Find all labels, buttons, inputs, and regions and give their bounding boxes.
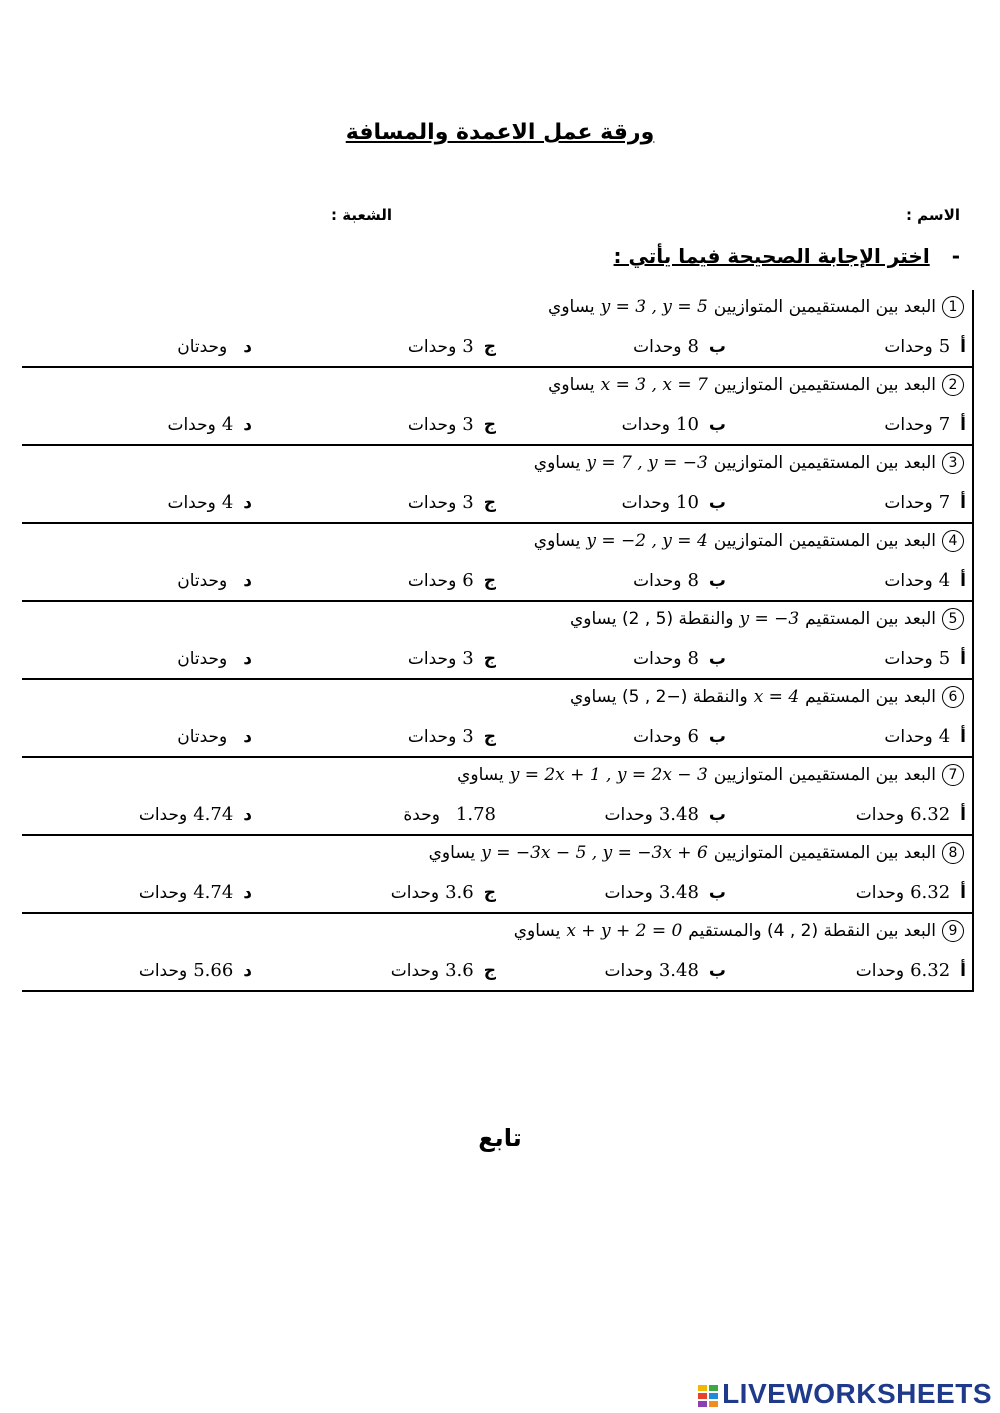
option-unit: وحدات (855, 883, 905, 903)
option-value: 4.74 (193, 804, 234, 825)
question-prefix: البعد بين المستقيمين المتوازيين (713, 375, 936, 395)
questions-table (22, 290, 974, 992)
worksheet-title: ورقة عمل الاعمدة والمسافة (345, 120, 655, 145)
question-number: 3 (942, 452, 964, 474)
option-unit: وحدتان (177, 571, 228, 591)
option-unit: وحدات (407, 415, 457, 435)
answer-option[interactable] (856, 882, 966, 903)
option-value: 3 (462, 726, 474, 747)
question-prefix: البعد بين المستقيمين المتوازيين (713, 297, 936, 317)
option-unit: وحدات (407, 727, 457, 747)
question-suffix: والنقطة (−2 , 5) يساوي (569, 687, 748, 707)
answer-option[interactable] (408, 414, 496, 435)
question-math: y = 7 , y = −3 (586, 453, 708, 473)
options-row (22, 882, 974, 912)
question-math: y = −3 (739, 609, 800, 629)
option-value: 7 (938, 414, 951, 435)
continue-label: تابع (478, 1124, 522, 1152)
option-unit: وحدات (621, 493, 670, 513)
question-row (22, 680, 974, 758)
answer-option[interactable] (177, 570, 252, 591)
option-unit: وحدات (855, 961, 905, 981)
answer-option[interactable] (856, 960, 966, 981)
answer-option[interactable] (604, 960, 726, 981)
option-value: 3.6 (445, 882, 474, 903)
option-unit: وحدات (884, 415, 933, 435)
option-value: 4 (938, 726, 951, 747)
option-letter: ب (708, 649, 726, 669)
answer-option[interactable] (633, 336, 726, 357)
option-letter: ج (483, 727, 496, 747)
answer-option[interactable] (139, 804, 252, 825)
brand-icon (698, 1385, 718, 1407)
option-value: 5.66 (193, 960, 234, 981)
option-letter: ج (483, 883, 496, 903)
question-math: y = 2x + 1 , y = 2x − 3 (509, 765, 708, 785)
question-text (514, 920, 964, 942)
option-value: 3 (462, 648, 474, 669)
answer-option[interactable] (856, 804, 966, 825)
option-value: 3.6 (445, 960, 474, 981)
answer-option[interactable] (884, 726, 966, 747)
answer-option[interactable] (139, 882, 252, 903)
liveworksheets-logo: LIVEWORKSHEETS (698, 1378, 992, 1410)
question-text (457, 764, 964, 786)
question-text (548, 296, 964, 318)
option-value: 4 (221, 492, 234, 513)
question-suffix: يساوي (548, 375, 595, 395)
option-unit: وحدات (138, 961, 188, 981)
question-math: x + y + 2 = 0 (566, 921, 683, 941)
question-row (22, 368, 974, 446)
options-row (22, 804, 974, 834)
question-math: x = 3 , x = 7 (600, 375, 708, 395)
question-math: x = 4 (753, 687, 800, 707)
option-letter: ب (708, 337, 726, 357)
question-number: 5 (942, 608, 964, 630)
option-letter: ب (708, 415, 726, 435)
option-value: 8 (687, 648, 699, 669)
option-letter: ب (708, 805, 726, 825)
question-row (22, 758, 974, 836)
question-math: y = −2 , y = 4 (586, 531, 708, 551)
question-prefix: البعد بين المستقيمين المتوازيين (713, 531, 936, 551)
question-text (534, 530, 964, 552)
option-letter: د (243, 493, 252, 513)
option-unit: وحدات (407, 571, 457, 591)
option-letter: أ (960, 805, 966, 825)
answer-option[interactable] (884, 414, 966, 435)
option-unit: وحدتان (177, 727, 228, 747)
option-value: 4 (221, 414, 234, 435)
option-letter: ج (483, 415, 496, 435)
option-unit: وحدات (167, 493, 216, 513)
option-letter: أ (960, 415, 966, 435)
question-suffix: يساوي (533, 453, 581, 473)
answer-option[interactable] (177, 336, 252, 357)
option-unit: وحدات (138, 883, 188, 903)
option-value: 8 (687, 336, 699, 357)
options-row (22, 570, 974, 600)
option-letter: أ (960, 649, 966, 669)
answer-option[interactable] (391, 960, 496, 981)
option-unit: وحدات (884, 493, 933, 513)
option-letter: أ (960, 571, 966, 591)
option-letter: أ (960, 493, 966, 513)
question-number: 2 (942, 374, 964, 396)
question-prefix: البعد بين النقطة (2 , 4) والمستقيم (688, 921, 936, 941)
option-value: 6 (687, 726, 699, 747)
question-prefix: البعد بين المستقيمين المتوازيين (713, 843, 936, 863)
option-value: 8 (687, 570, 699, 591)
answer-option[interactable] (604, 804, 726, 825)
answer-option[interactable] (167, 492, 252, 513)
question-text (570, 686, 964, 708)
option-value: 3.48 (658, 882, 699, 903)
question-suffix: يساوي (513, 921, 561, 941)
answer-option[interactable] (633, 648, 726, 669)
option-value: 6.32 (910, 960, 951, 981)
option-unit: وحدات (167, 415, 216, 435)
option-unit: وحدات (633, 337, 682, 357)
option-unit: وحدات (604, 961, 653, 981)
option-letter: ب (708, 883, 726, 903)
option-letter: د (243, 649, 252, 669)
option-value: 4 (938, 570, 951, 591)
question-math: y = −3x − 5 , y = −3x + 6 (481, 843, 708, 863)
question-prefix: البعد بين المستقيم (805, 687, 936, 707)
answer-option[interactable] (604, 882, 726, 903)
option-value: 3 (462, 414, 474, 435)
option-value: 6.32 (910, 882, 951, 903)
question-number: 8 (942, 842, 964, 864)
options-row (22, 726, 974, 756)
option-letter: د (243, 883, 252, 903)
option-value: 1.78 (455, 804, 496, 825)
question-suffix: يساوي (428, 843, 476, 863)
option-unit: وحدات (138, 805, 188, 825)
answer-option[interactable] (408, 726, 496, 747)
option-letter: أ (960, 337, 966, 357)
answer-option[interactable] (633, 570, 726, 591)
question-number: 7 (942, 764, 964, 786)
answer-option[interactable] (884, 492, 966, 513)
option-unit: وحدات (633, 727, 682, 747)
question-text (429, 842, 964, 864)
option-unit: وحدات (884, 727, 933, 747)
option-value: 3.48 (658, 960, 699, 981)
answer-option[interactable] (408, 492, 496, 513)
options-row (22, 414, 974, 444)
option-value: 5 (938, 648, 951, 669)
option-unit: وحدتان (177, 337, 228, 357)
question-number: 6 (942, 686, 964, 708)
options-row (22, 336, 974, 366)
option-unit: وحدات (604, 805, 653, 825)
option-unit: وحدات (633, 649, 682, 669)
question-prefix: البعد بين المستقيمين المتوازيين (713, 765, 936, 785)
answer-option[interactable] (884, 648, 966, 669)
option-letter: د (243, 571, 252, 591)
option-unit: وحدات (390, 883, 440, 903)
option-letter: ب (708, 571, 726, 591)
option-value: 6.32 (910, 804, 951, 825)
question-suffix: يساوي (548, 297, 595, 317)
option-unit: وحدات (884, 571, 933, 591)
option-unit: وحدات (407, 493, 457, 513)
question-text (570, 608, 964, 630)
option-unit: وحدات (604, 883, 653, 903)
question-text (548, 374, 964, 396)
question-suffix: يساوي (457, 765, 504, 785)
option-value: 6 (462, 570, 474, 591)
name-label: الاسم : (905, 206, 960, 224)
option-letter: د (243, 805, 252, 825)
answer-option[interactable] (622, 414, 726, 435)
option-unit: وحدتان (177, 649, 228, 669)
instruction: -اختر الإجابة الصحيحة فيما يأتي : (613, 244, 960, 268)
question-suffix: يساوي (533, 531, 581, 551)
option-letter: ب (708, 493, 726, 513)
answer-option[interactable] (633, 726, 726, 747)
question-row (22, 446, 974, 524)
option-letter: د (243, 337, 252, 357)
option-letter: د (243, 961, 252, 981)
option-letter: د (243, 415, 252, 435)
question-number: 9 (942, 920, 964, 942)
option-unit: وحدات (390, 961, 440, 981)
answer-option[interactable] (884, 336, 966, 357)
option-value: 3.48 (658, 804, 699, 825)
answer-option[interactable] (177, 726, 252, 747)
question-row (22, 836, 974, 914)
option-letter: أ (960, 883, 966, 903)
option-value: 4.74 (193, 882, 234, 903)
option-letter: ج (483, 961, 496, 981)
answer-option[interactable] (167, 414, 252, 435)
answer-option[interactable] (403, 804, 496, 825)
option-value: 3 (462, 336, 474, 357)
option-letter: ب (708, 727, 726, 747)
question-number: 1 (942, 296, 964, 318)
option-letter: ب (708, 961, 726, 981)
question-suffix: والنقطة (5 , 2) يساوي (569, 609, 734, 629)
question-row (22, 290, 974, 368)
options-row (22, 960, 974, 990)
answer-option[interactable] (408, 336, 496, 357)
answer-option[interactable] (391, 882, 496, 903)
option-unit: وحدات (884, 337, 933, 357)
question-math: y = 3 , y = 5 (600, 297, 708, 317)
answer-option[interactable] (139, 960, 252, 981)
section-label: الشعبة : (331, 206, 392, 224)
question-row (22, 524, 974, 602)
answer-option[interactable] (884, 570, 966, 591)
option-letter: ج (483, 337, 496, 357)
option-unit: وحدات (633, 571, 682, 591)
option-letter: ج (483, 493, 496, 513)
question-text (534, 452, 964, 474)
options-row (22, 648, 974, 678)
option-value: 3 (462, 492, 474, 513)
option-letter: أ (960, 727, 966, 747)
option-unit: وحدات (407, 649, 457, 669)
question-row (22, 914, 974, 992)
option-unit: وحدات (884, 649, 933, 669)
question-row (22, 602, 974, 680)
option-letter: ج (483, 649, 496, 669)
answer-option[interactable] (408, 648, 496, 669)
option-value: 10 (676, 492, 699, 513)
option-unit: وحدات (621, 415, 670, 435)
answer-option[interactable] (408, 570, 496, 591)
option-value: 7 (938, 492, 951, 513)
option-unit: وحدات (855, 805, 905, 825)
answer-option[interactable] (177, 648, 252, 669)
option-value: 5 (938, 336, 951, 357)
option-letter: ج (483, 571, 496, 591)
question-prefix: البعد بين المستقيم (805, 609, 936, 629)
option-letter: أ (960, 961, 966, 981)
question-prefix: البعد بين المستقيمين المتوازيين (713, 453, 936, 473)
option-unit: وحدات (407, 337, 457, 357)
options-row (22, 492, 974, 522)
option-letter: د (243, 727, 252, 747)
option-value: 10 (676, 414, 699, 435)
answer-option[interactable] (622, 492, 726, 513)
question-number: 4 (942, 530, 964, 552)
option-unit: وحدة (403, 805, 440, 825)
